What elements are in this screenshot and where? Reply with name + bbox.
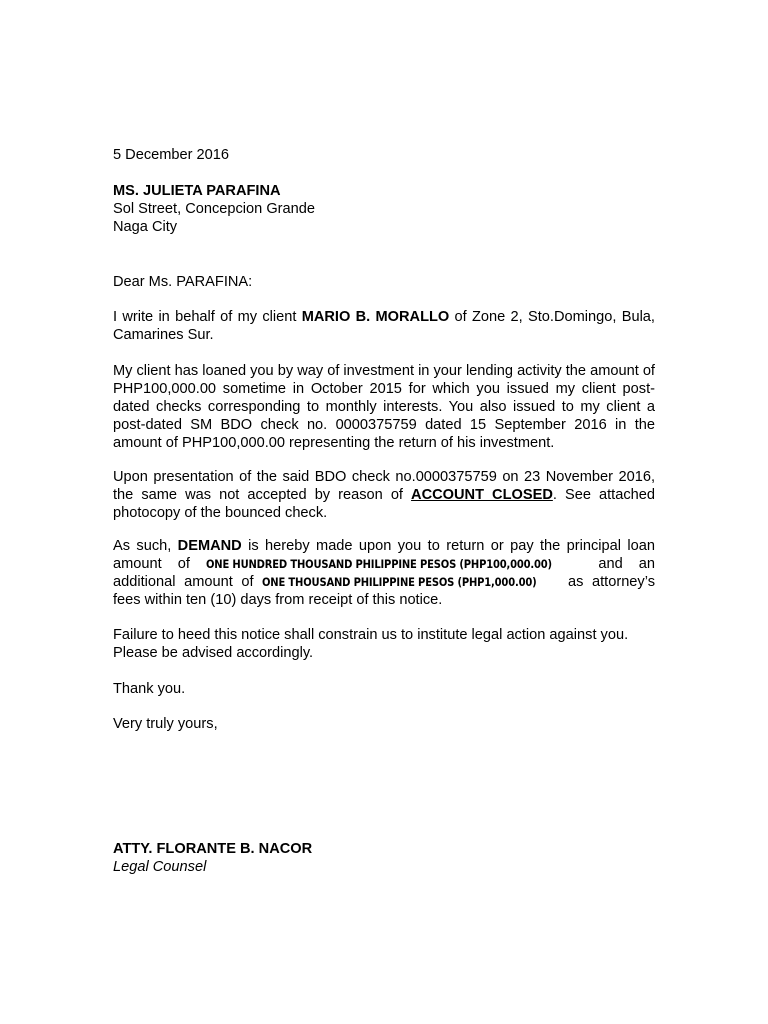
paragraph-client-text-a: I write in behalf of my client bbox=[113, 309, 302, 325]
client-name: MARIO B. MORALLO bbox=[301, 309, 450, 325]
signature-block bbox=[113, 840, 655, 876]
paragraph-client-text-b: of Zone 2, Sto.Domingo, Bula, Camarines Sur. bbox=[113, 309, 655, 343]
paragraph-warning: Failure to heed this notice shall constrain us to institute legal action against you. Please be advised accordingly. bbox=[113, 627, 629, 661]
recipient-name: MS. JULIETA PARAFINA bbox=[113, 183, 281, 199]
paragraph-demand bbox=[113, 537, 655, 609]
letter-date: 5 December 2016 bbox=[113, 147, 230, 163]
paragraph-presentation-text-a: Upon presentation of the said BDO check no.0000375759 on 23 November 2016, the same was not accepted by reason of bbox=[113, 469, 655, 503]
signatory-name: ATTY. FLORANTE B. NACOR bbox=[113, 841, 313, 857]
recipient-address-line2: Naga City bbox=[113, 219, 178, 235]
thanks: Thank you. bbox=[113, 681, 186, 697]
fees-amount: ONE THOUSAND PHILIPPINE PESOS (PHP1,000.00) bbox=[262, 575, 537, 589]
paragraph-presentation-text-b: . See attached photocopy of the bounced check. bbox=[113, 487, 655, 521]
recipient-block bbox=[113, 182, 655, 236]
account-closed-reason: ACCOUNT CLOSED bbox=[411, 487, 553, 503]
demand-word: DEMAND bbox=[177, 538, 242, 554]
paragraph-client bbox=[113, 308, 655, 344]
paragraph-demand-text-d: as attorney’s fees within ten (10) days from receipt of this notice. bbox=[113, 574, 656, 608]
paragraph-demand-text-a: As such, bbox=[113, 538, 178, 554]
paragraph-presentation bbox=[113, 468, 655, 522]
paragraph-loan: My client has loaned you by way of investment in your lending activity the amount of PHP100,000.00 sometime in October 2015 for which you issued my client post-dated checks corresponding to monthly interests. You also issued to my client a post-dated SM BDO check no. 0000375759 dated 15 September 2016 in the amount of PHP100,000.00 representing the return of his investment. bbox=[113, 363, 655, 451]
signatory-title: Legal Counsel bbox=[113, 859, 207, 875]
recipient-address-line1: Sol Street, Concepcion Grande bbox=[113, 201, 315, 217]
paragraph-demand-text-b: is hereby made upon you to return or pay the principal loan amount of bbox=[113, 538, 655, 572]
closing: Very truly yours, bbox=[113, 716, 218, 732]
salutation: Dear Ms. PARAFINA: bbox=[113, 274, 253, 290]
principal-amount: ONE HUNDRED THOUSAND PHILIPPINE PESOS (PHP100,000.00) bbox=[206, 557, 552, 571]
paragraph-demand-text-c: and an additional amount of bbox=[113, 556, 655, 590]
